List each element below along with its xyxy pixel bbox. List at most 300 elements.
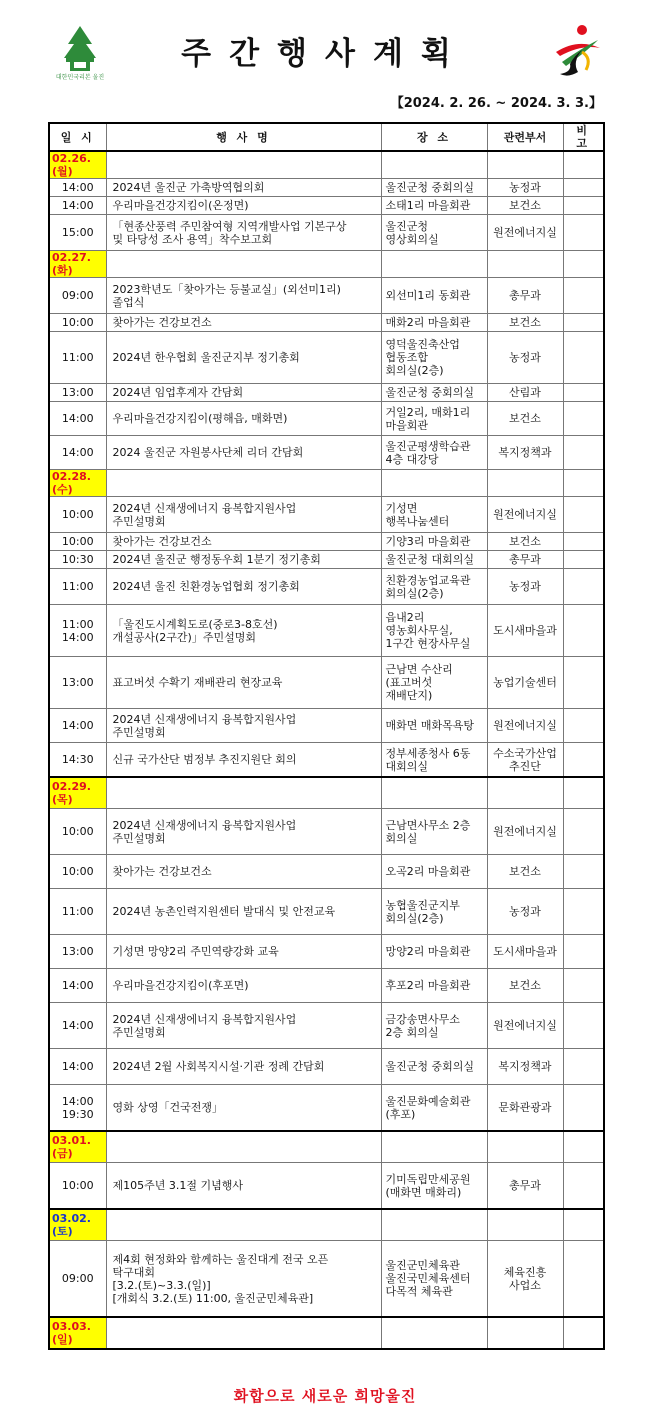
- cell-line: 울진군평생학습관: [385, 439, 471, 453]
- name-cell: [106, 332, 381, 384]
- time-cell: [49, 969, 106, 1003]
- dept-cell: [487, 657, 563, 709]
- cell-line: 주민설명회: [112, 831, 166, 845]
- cell-line: 후포2리 마을회관: [385, 979, 471, 992]
- cell-line: 2024년 농촌인력지원센터 발대식 및 안전교육: [112, 905, 336, 918]
- cell-line: 농정과: [509, 580, 541, 593]
- cell-line: 회의실: [385, 831, 418, 845]
- cell-line: 보건소: [509, 199, 541, 212]
- date-row-empty-cell: [563, 251, 604, 278]
- remarks-cell: [563, 332, 604, 384]
- name-cell: [106, 384, 381, 402]
- remarks-cell: [563, 809, 604, 855]
- date-label: 02.28.(수): [49, 470, 106, 497]
- cell-line: 14:00: [61, 630, 94, 644]
- cell-line: 11:00: [61, 905, 94, 918]
- cell-line: 13:00: [61, 676, 94, 689]
- cell-line: 보건소: [509, 979, 541, 992]
- cell-line: 산림과: [509, 386, 541, 399]
- cell-line: 찾아가는 건강보건소: [112, 865, 212, 878]
- table-row: [49, 436, 604, 470]
- name-cell: [106, 889, 381, 935]
- cell-line: 울진군청 중회의실: [385, 1060, 475, 1073]
- cell-line: 11:00: [61, 580, 94, 593]
- cell-line: 14:00: [61, 446, 94, 459]
- name-cell: [106, 551, 381, 569]
- name-cell: [106, 1003, 381, 1049]
- cell-line: 재배단지): [385, 689, 433, 702]
- dept-cell: [487, 332, 563, 384]
- dept-cell: [487, 314, 563, 332]
- dept-cell: [487, 179, 563, 197]
- cell-line: (표고버섯: [385, 676, 433, 689]
- cell-line: 보건소: [509, 865, 541, 878]
- cell-line: 울진군민체육관: [385, 1259, 460, 1272]
- cell-line: 행복나눔센터: [385, 514, 450, 528]
- place-cell: [381, 1049, 487, 1085]
- cell-line: 우리마을건강지킴이(후포면): [112, 979, 249, 992]
- time-cell: [49, 384, 106, 402]
- cell-line: 10:00: [61, 316, 94, 329]
- swirl-emblem-icon: [552, 22, 604, 82]
- cell-line: 보건소: [509, 535, 541, 548]
- cell-line: 기성면: [385, 501, 418, 515]
- time-cell: [49, 1085, 106, 1132]
- time-cell: [49, 179, 106, 197]
- name-cell: [106, 497, 381, 533]
- table-row: [49, 1163, 604, 1210]
- place-cell: [381, 1163, 487, 1210]
- cell-line: 2024년 신재생에너지 융복합지원사업: [112, 501, 297, 515]
- cell-line: 2024년 신재생에너지 융복합지원사업: [112, 818, 297, 832]
- schedule-body: [49, 151, 604, 1349]
- name-cell: [106, 1049, 381, 1085]
- dept-cell: [487, 935, 563, 969]
- cell-line: 울진국민체육센터: [385, 1272, 471, 1285]
- dept-cell: [487, 533, 563, 551]
- table-row: [49, 605, 604, 657]
- table-row: [49, 533, 604, 551]
- time-cell: [49, 533, 106, 551]
- cell-line: 울진군청 대회의실: [385, 553, 475, 566]
- cell-line: 찾아가는 건강보건소: [112, 316, 212, 329]
- dept-cell: [487, 809, 563, 855]
- table-row: [49, 215, 604, 251]
- place-cell: [381, 551, 487, 569]
- time-cell: [49, 1049, 106, 1085]
- cell-line: 제4회 현정화와 함께하는 울진대게 전국 오픈: [112, 1252, 329, 1266]
- cell-line: 영상회의실: [385, 232, 439, 246]
- cell-line: 영덕울진축산업: [385, 338, 460, 351]
- table-row: [49, 197, 604, 215]
- dept-cell: [487, 215, 563, 251]
- cell-line: 13:00: [61, 945, 94, 958]
- column-header-place: 장 소: [381, 123, 487, 151]
- dept-cell: [487, 855, 563, 889]
- cell-line: 찾아가는 건강보건소: [112, 535, 212, 548]
- date-row-empty-cell: [487, 470, 563, 497]
- time-cell: [49, 935, 106, 969]
- cell-line: [개회식 3.2.(토) 11:00, 울진군민체육관]: [112, 1291, 314, 1305]
- cell-line: 근남면 수산리: [385, 663, 453, 676]
- table-row: [49, 743, 604, 778]
- time-cell: [49, 605, 106, 657]
- table-row: [49, 569, 604, 605]
- date-row-empty-cell: [487, 151, 563, 179]
- name-cell: [106, 1163, 381, 1210]
- cell-line: 10:30: [61, 553, 94, 566]
- dept-cell: [487, 551, 563, 569]
- date-row: [49, 470, 604, 497]
- place-cell: [381, 889, 487, 935]
- cell-line: 2024년 신재생에너지 융복합지원사업: [112, 1012, 297, 1026]
- cell-line: 2층 회의실: [385, 1025, 439, 1039]
- place-cell: [381, 855, 487, 889]
- time-cell: [49, 1003, 106, 1049]
- cell-line: 2024년 울진 친환경농업협회 정기총회: [112, 580, 300, 593]
- time-cell: [49, 332, 106, 384]
- table-row: [49, 179, 604, 197]
- time-cell: [49, 436, 106, 470]
- cell-line: 우리마을건강지킴이(평해읍, 매화면): [112, 412, 288, 425]
- place-cell: [381, 314, 487, 332]
- cell-line: 농업기술센터: [493, 676, 557, 689]
- name-cell: [106, 436, 381, 470]
- remarks-cell: [563, 889, 604, 935]
- cell-line: 신규 국가산단 범정부 추진지원단 회의: [112, 753, 297, 766]
- time-cell: [49, 855, 106, 889]
- remarks-cell: [563, 855, 604, 889]
- cell-line: 농정과: [509, 181, 541, 194]
- cell-line: 회의실(2층): [385, 911, 444, 925]
- place-cell: [381, 809, 487, 855]
- cell-line: (후포): [385, 1107, 416, 1121]
- date-row-empty-cell: [106, 1317, 381, 1349]
- date-label: 02.26.(월): [49, 151, 106, 179]
- dept-cell: [487, 709, 563, 743]
- time-cell: [49, 497, 106, 533]
- remarks-cell: [563, 657, 604, 709]
- cell-line: 농정과: [509, 351, 541, 364]
- cell-line: 09:00: [61, 289, 94, 302]
- table-row: [49, 384, 604, 402]
- table-row: [49, 497, 604, 533]
- cell-line: 친환경농업교육관: [385, 573, 471, 587]
- dept-cell: [487, 569, 563, 605]
- dept-cell: [487, 743, 563, 778]
- dept-cell: [487, 497, 563, 533]
- cell-line: 주민설명회: [112, 514, 166, 528]
- place-cell: [381, 278, 487, 314]
- table-row: [49, 709, 604, 743]
- cell-line: 15:00: [61, 226, 94, 239]
- cell-line: 원전에너지실: [493, 1019, 557, 1032]
- remarks-cell: [563, 384, 604, 402]
- place-cell: [381, 197, 487, 215]
- remarks-cell: [563, 533, 604, 551]
- remarks-cell: [563, 1085, 604, 1132]
- cell-line: 망양2리 마을회관: [385, 945, 471, 958]
- date-row-empty-cell: [106, 1209, 381, 1241]
- cell-line: 2023학년도「찾아가는 등불교실」(외선미1리): [112, 282, 341, 296]
- remarks-cell: [563, 314, 604, 332]
- name-cell: [106, 278, 381, 314]
- dept-cell: [487, 605, 563, 657]
- remarks-cell: [563, 1163, 604, 1210]
- cell-line: 탁구대회: [112, 1265, 156, 1279]
- dept-cell: [487, 1163, 563, 1210]
- date-row-empty-cell: [381, 470, 487, 497]
- place-cell: [381, 569, 487, 605]
- column-header-event: 행 사 명: [106, 123, 381, 151]
- table-row: [49, 1049, 604, 1085]
- cell-line: 14:00: [61, 719, 94, 732]
- time-cell: [49, 569, 106, 605]
- date-row-empty-cell: [106, 251, 381, 278]
- footer-slogan: 화합으로 새로운 희망울진: [233, 1387, 417, 1405]
- cell-line: 총무과: [509, 553, 541, 566]
- cell-line: 회의실(2층): [385, 364, 444, 377]
- time-cell: [49, 743, 106, 778]
- column-header-datetime: 일 시: [49, 123, 106, 151]
- place-cell: [381, 657, 487, 709]
- name-cell: [106, 197, 381, 215]
- place-cell: [381, 533, 487, 551]
- cell-line: 주민설명회: [112, 725, 166, 739]
- remarks-cell: [563, 1003, 604, 1049]
- date-label: 02.27.(화): [49, 251, 106, 278]
- page-title: 주간행사계획: [181, 36, 469, 72]
- cell-line: 울진군청 중회의실: [385, 386, 475, 399]
- logo-caption: 대한민국리본 울진: [55, 74, 105, 81]
- cell-line: 4층 대강당: [385, 452, 439, 466]
- name-cell: [106, 569, 381, 605]
- schedule-period: 【2024. 2. 26. ~ 2024. 3. 3.】: [390, 96, 602, 111]
- cell-line: 원전에너지실: [493, 825, 557, 838]
- place-cell: [381, 497, 487, 533]
- name-cell: [106, 809, 381, 855]
- cell-line: 농정과: [509, 905, 541, 918]
- dept-cell: [487, 436, 563, 470]
- place-cell: [381, 935, 487, 969]
- cell-line: 11:00: [61, 617, 94, 631]
- time-cell: [49, 314, 106, 332]
- cell-line: 10:00: [61, 1179, 94, 1192]
- date-row-empty-cell: [563, 1317, 604, 1349]
- dept-cell: [487, 969, 563, 1003]
- cell-line: 정부세종청사 6동: [385, 746, 471, 760]
- name-cell: [106, 709, 381, 743]
- table-row: [49, 809, 604, 855]
- place-cell: [381, 332, 487, 384]
- table-row: [49, 332, 604, 384]
- cell-line: 문화관광과: [498, 1101, 552, 1114]
- date-row-empty-cell: [106, 777, 381, 809]
- time-cell: [49, 1163, 106, 1210]
- cell-line: 19:30: [61, 1107, 94, 1121]
- name-cell: [106, 179, 381, 197]
- time-cell: [49, 709, 106, 743]
- time-cell: [49, 551, 106, 569]
- date-row-empty-cell: [106, 470, 381, 497]
- date-row-empty-cell: [487, 1131, 563, 1163]
- cell-line: 사업소: [509, 1278, 541, 1292]
- table-row: [49, 1241, 604, 1318]
- dept-cell: [487, 197, 563, 215]
- date-row: [49, 1131, 604, 1163]
- table-row: [49, 657, 604, 709]
- date-row-empty-cell: [381, 1131, 487, 1163]
- cell-line: 원전에너지실: [493, 719, 557, 732]
- cell-line: 보건소: [509, 412, 541, 425]
- cell-line: 체육진흥: [503, 1265, 547, 1279]
- table-row: [49, 969, 604, 1003]
- date-row-empty-cell: [381, 1209, 487, 1241]
- cell-line: 복지정책과: [498, 446, 552, 459]
- remarks-cell: [563, 497, 604, 533]
- remarks-cell: [563, 969, 604, 1003]
- cell-line: 원전에너지실: [493, 226, 557, 239]
- name-cell: [106, 743, 381, 778]
- table-row: [49, 1085, 604, 1132]
- place-cell: [381, 215, 487, 251]
- cell-line: 2024년 한우협회 울진군지부 정기총회: [112, 351, 300, 364]
- cell-line: 2024년 울진군 행정동우회 1분기 정기총회: [112, 553, 321, 566]
- table-row: [49, 855, 604, 889]
- cell-line: 매화면 매화목욕탕: [385, 719, 475, 732]
- cell-line: 영화 상영「건국전쟁」: [112, 1101, 224, 1114]
- date-row-empty-cell: [381, 251, 487, 278]
- name-cell: [106, 855, 381, 889]
- date-row: [49, 777, 604, 809]
- cell-line: 금강송면사무소: [385, 1012, 460, 1026]
- cell-line: 10:00: [61, 508, 94, 521]
- cell-line: 보건소: [509, 316, 541, 329]
- date-row-empty-cell: [381, 777, 487, 809]
- date-label: 03.03.(일): [49, 1317, 106, 1349]
- slogan-logo: [552, 22, 604, 82]
- cell-line: 다목적 체육관: [385, 1285, 453, 1298]
- date-row: [49, 1317, 604, 1349]
- cell-line: 총무과: [509, 1179, 541, 1192]
- cell-line: 외선미1리 동회관: [385, 289, 471, 302]
- time-cell: [49, 889, 106, 935]
- cell-line: 오곡2리 마을회관: [385, 865, 471, 878]
- remarks-cell: [563, 402, 604, 436]
- time-cell: [49, 278, 106, 314]
- date-row-empty-cell: [487, 251, 563, 278]
- table-row: [49, 278, 604, 314]
- place-cell: [381, 402, 487, 436]
- name-cell: [106, 935, 381, 969]
- cell-line: 2024 울진군 자원봉사단체 리더 간담회: [112, 446, 304, 459]
- date-label: 03.02.(토): [49, 1209, 106, 1241]
- date-row-empty-cell: [106, 151, 381, 179]
- date-label: 03.01.(금): [49, 1131, 106, 1163]
- place-cell: [381, 1085, 487, 1132]
- dept-cell: [487, 1003, 563, 1049]
- cell-line: 주민설명회: [112, 1025, 166, 1039]
- cell-line: 회의실(2층): [385, 586, 444, 600]
- cell-line: [3.2.(토)~3.3.(일)]: [112, 1278, 211, 1292]
- cell-line: 14:00: [61, 412, 94, 425]
- remarks-cell: [563, 709, 604, 743]
- table-row: [49, 889, 604, 935]
- place-cell: [381, 969, 487, 1003]
- cell-line: 기미독립만세공원: [385, 1172, 471, 1186]
- cell-line: 10:00: [61, 535, 94, 548]
- remarks-cell: [563, 743, 604, 778]
- place-cell: [381, 709, 487, 743]
- date-row-empty-cell: [563, 151, 604, 179]
- place-cell: [381, 1003, 487, 1049]
- remarks-cell: [563, 605, 604, 657]
- time-cell: [49, 197, 106, 215]
- remarks-cell: [563, 1241, 604, 1318]
- cell-line: 14:00: [61, 1094, 94, 1108]
- cell-line: 11:00: [61, 351, 94, 364]
- time-cell: [49, 809, 106, 855]
- cell-line: 울진군청 중회의실: [385, 181, 475, 194]
- name-cell: [106, 533, 381, 551]
- date-row-empty-cell: [487, 1317, 563, 1349]
- place-cell: [381, 384, 487, 402]
- dept-cell: [487, 1049, 563, 1085]
- remarks-cell: [563, 569, 604, 605]
- dept-cell: [487, 278, 563, 314]
- dept-cell: [487, 1241, 563, 1318]
- name-cell: [106, 1085, 381, 1132]
- place-cell: [381, 743, 487, 778]
- remarks-cell: [563, 278, 604, 314]
- cell-line: 근남면사무소 2층: [385, 818, 471, 832]
- time-cell: [49, 1241, 106, 1318]
- cell-line: 영농회사무실,: [385, 624, 453, 637]
- column-header-remarks: 비 고: [563, 123, 604, 151]
- cell-line: 및 타당성 조사 용역」착수보고회: [112, 232, 273, 246]
- cell-line: 2024년 2월 사회복지시설·기관 정례 간담회: [112, 1060, 325, 1073]
- cell-line: 제105주년 3.1절 기념행사: [112, 1179, 243, 1192]
- date-row-empty-cell: [563, 1209, 604, 1241]
- cell-line: 13:00: [61, 386, 94, 399]
- cell-line: 울진문화예술회관: [385, 1094, 471, 1108]
- cell-line: 수소국가산업: [493, 746, 557, 760]
- cell-line: 울진군청: [385, 219, 429, 233]
- place-cell: [381, 179, 487, 197]
- table-row: [49, 314, 604, 332]
- cell-line: 2024년 울진군 가축방역협의회: [112, 181, 265, 194]
- cell-line: 기양3리 마을회관: [385, 535, 471, 548]
- cell-line: 졸업식: [112, 295, 145, 309]
- cell-line: 대회의실: [385, 759, 429, 773]
- name-cell: [106, 657, 381, 709]
- cell-line: 협동조합: [385, 351, 429, 364]
- remarks-cell: [563, 215, 604, 251]
- cell-line: 「울진도시계획도로(중로3-8호선): [112, 617, 278, 631]
- table-row: [49, 551, 604, 569]
- table-header-row: [49, 123, 604, 151]
- remarks-cell: [563, 551, 604, 569]
- cell-line: 거일2리, 매화1리: [385, 405, 471, 419]
- cell-line: 14:00: [61, 1019, 94, 1032]
- cell-line: 「현종산풍력 주민참여형 지역개발사업 기본구상: [112, 219, 347, 233]
- remarks-cell: [563, 436, 604, 470]
- cell-line: 14:00: [61, 1060, 94, 1073]
- cell-line: 원전에너지실: [493, 508, 557, 521]
- name-cell: [106, 402, 381, 436]
- cell-line: 기성면 망양2리 주민역량강화 교육: [112, 945, 279, 958]
- cell-line: 2024년 신재생에너지 융복합지원사업: [112, 712, 297, 726]
